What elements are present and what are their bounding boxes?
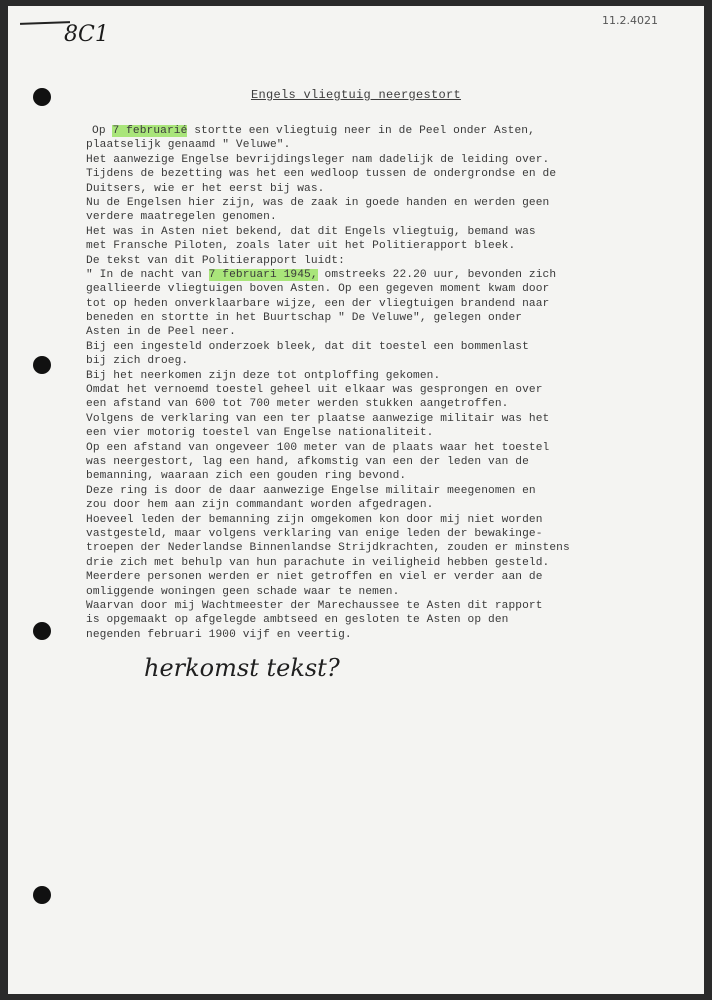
line-text: plaatselijk genaamd " Veluwe".: [86, 139, 291, 152]
highlighted-date: 7 februarié: [112, 125, 188, 137]
line-text: Omdat het vernoemd toestel geheel uit elkaar was gesprongen en over: [86, 384, 543, 397]
line-text: troepen der Nederlandse Binnenlandse Strijdkrachten, zouden er minstens: [86, 542, 570, 555]
line-text: verdere maatregelen genomen.: [86, 211, 277, 224]
line-text: Het aanwezige Engelse bevrijdingsleger nam dadelijk de leiding over.: [86, 153, 550, 166]
text-line: [86, 124, 646, 138]
text-line: [86, 484, 646, 498]
line-text: Meerdere personen werden er niet getroffen en viel er verder aan de: [86, 571, 543, 584]
text-line: [86, 254, 646, 268]
line-text: Waarvan door mij Wachtmeester der Marechaussee te Asten dit rapport: [86, 599, 543, 612]
archive-number-stamp: 11.2.4021: [602, 14, 658, 27]
text-line: [86, 426, 646, 440]
document-title: [8, 88, 704, 102]
title-text: Engels vliegtuig neergestort: [250, 88, 462, 102]
line-text: omliggende woningen geen schade waar te nemen.: [86, 585, 400, 598]
handwritten-note: herkomst tekst?: [144, 654, 340, 682]
punch-hole: [33, 622, 51, 640]
text-line: [86, 354, 646, 368]
text-line: [86, 412, 646, 426]
line-text: Deze ring is door de daar aanwezige Engelse militair meegenomen en: [86, 484, 536, 497]
line-text: is opgemaakt op afgelegde ambtseed en gesloten te Asten op den: [86, 614, 509, 627]
line-text: stortte een vliegtuig neer in de Peel onder Asten,: [187, 125, 535, 137]
text-line: [86, 167, 646, 181]
line-text: bij zich droeg.: [86, 355, 189, 368]
text-line: [86, 325, 646, 339]
line-text: bemanning, waaraan zich een gouden ring bevond.: [86, 470, 407, 483]
text-line: [86, 196, 646, 210]
text-line: [86, 182, 646, 196]
line-text: vastgesteld, maar volgens verklaring van enige leden der bewakinge-: [86, 527, 543, 540]
line-text: Tijdens de bezetting was het een wedloop tussen de ondergrondse en de: [86, 168, 557, 181]
text-line: [86, 570, 646, 584]
text-line: [86, 541, 646, 555]
text-line: [86, 556, 646, 570]
text-line: [86, 369, 646, 383]
text-line: [86, 239, 646, 253]
line-text: Volgens de verklaring van een ter plaatse aanwezige militair was het: [86, 412, 550, 425]
line-text: was neergestort, lag een hand, afkomstig van een der leden van de: [86, 455, 529, 468]
line-text: een vier motorig toestel van Engelse nationaliteit.: [86, 427, 434, 440]
line-text: met Fransche Piloten, zoals later uit het Politierapport bleek.: [86, 240, 516, 253]
document-page: [8, 6, 704, 994]
text-line: [86, 282, 646, 296]
line-text: tot op heden onverklaarbare wijze, een der vliegtuigen brandend naar: [86, 297, 550, 310]
text-line: [86, 297, 646, 311]
line-text: zou door hem aan zijn commandant worden afgedragen.: [86, 499, 434, 512]
highlighted-date: 7 februari 1945,: [208, 268, 318, 281]
line-text: Het was in Asten niet bekend, dat dit Engels vliegtuig, bemand was: [86, 225, 536, 238]
line-text: drie zich met behulp van hun parachute in veiligheid hebben gesteld.: [86, 556, 550, 569]
text-line: [86, 599, 646, 613]
line-text: beneden en stortte in het Buurtschap " De Veluwe", gelegen onder: [86, 312, 523, 325]
text-line: [86, 441, 646, 455]
text-line: [86, 311, 646, 325]
text-line: [86, 527, 646, 541]
text-line: [86, 613, 646, 627]
text-line: [86, 585, 646, 599]
text-line: [86, 513, 646, 527]
line-text: een afstand van 600 tot 700 meter werden stukken aangetroffen.: [86, 398, 509, 411]
text-line: [86, 153, 646, 167]
text-line: [86, 397, 646, 411]
text-line: [86, 628, 646, 642]
top-left-mark: 8C1: [64, 22, 109, 47]
line-text: geallieerde vliegtuigen boven Asten. Op een gegeven moment kwam door: [86, 283, 550, 296]
text-line: [86, 268, 646, 282]
text-line: [86, 138, 646, 152]
line-text: negenden februari 1900 vijf en veertig.: [86, 628, 352, 641]
line-text: Hoeveel leden der bemanning zijn omgekomen kon door mij niet worden: [86, 513, 543, 526]
line-text: Asten in de Peel neer.: [86, 326, 236, 339]
line-text: Op: [92, 125, 113, 137]
line-text: " In de nacht van: [86, 268, 209, 281]
punch-hole: [33, 356, 51, 374]
line-text: De tekst van dit Politierapport luidt:: [86, 254, 345, 267]
top-left-dash: [20, 21, 70, 25]
line-text: omstreeks 22.20 uur, bevonden zich: [317, 268, 557, 281]
line-text: Nu de Engelsen hier zijn, was de zaak in goede handen en werden geen: [86, 196, 550, 209]
report-body: [86, 124, 646, 642]
text-line: [86, 383, 646, 397]
text-line: [86, 210, 646, 224]
line-text: Bij een ingesteld onderzoek bleek, dat dit toestel een bommenlast: [86, 340, 529, 353]
punch-hole: [33, 886, 51, 904]
line-text: Duitsers, wie er het eerst bij was.: [86, 182, 325, 195]
text-line: [86, 469, 646, 483]
line-text: Bij het neerkomen zijn deze tot ontploffing gekomen.: [86, 369, 441, 382]
text-line: [86, 225, 646, 239]
line-text: Op een afstand van ongeveer 100 meter van de plaats waar het toestel: [86, 441, 550, 454]
text-line: [86, 455, 646, 469]
text-line: [86, 498, 646, 512]
text-line: [86, 340, 646, 354]
